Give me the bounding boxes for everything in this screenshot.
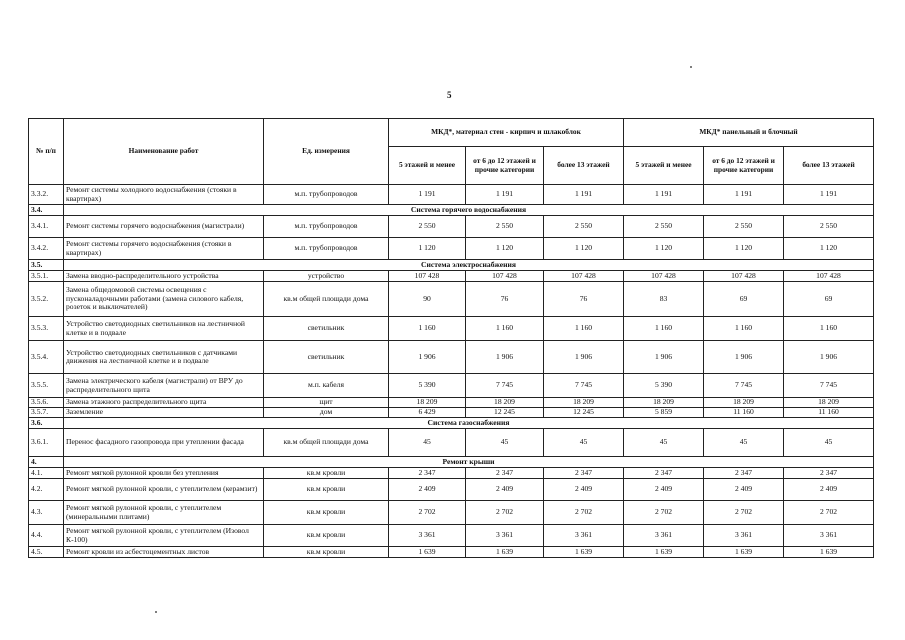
price-cell: 1 639 [544, 547, 624, 558]
header-sub-brick-high: более 13 этажей [544, 147, 624, 185]
item-number: 4.2. [29, 479, 64, 501]
price-cell: 1 120 [466, 238, 544, 260]
price-cell: 1 191 [784, 185, 874, 205]
price-cell: 2 702 [624, 501, 704, 525]
section-number: 3.5. [29, 260, 64, 271]
price-cell: 83 [624, 282, 704, 317]
price-cell: 18 209 [704, 398, 784, 408]
price-cell: 2 347 [544, 468, 624, 479]
price-cell: 107 428 [784, 271, 874, 282]
price-cell: 69 [704, 282, 784, 317]
item-number: 3.5.5. [29, 374, 64, 398]
unit-of-measure: м.п. трубопроводов [264, 216, 389, 238]
section-row [29, 260, 874, 271]
table-row [29, 271, 874, 282]
price-cell: 2 347 [466, 468, 544, 479]
item-number: 3.4.1. [29, 216, 64, 238]
table-row [29, 341, 874, 374]
price-cell: 11 160 [784, 408, 874, 418]
price-cell: 1 906 [624, 341, 704, 374]
price-cell: 90 [389, 282, 466, 317]
section-title: Ремонт крыши [64, 457, 874, 468]
unit-of-measure: кв.м кровли [264, 547, 389, 558]
table-row [29, 185, 874, 205]
header-sub-brick-mid: от 6 до 12 этажей и прочие категории [466, 147, 544, 185]
section-title: Система электроснабжения [64, 260, 874, 271]
unit-of-measure: дом [264, 408, 389, 418]
price-cell: 5 390 [624, 374, 704, 398]
price-cell: 3 361 [389, 525, 466, 547]
price-cell: 1 120 [784, 238, 874, 260]
price-cell: 2 409 [389, 479, 466, 501]
item-number: 3.5.4. [29, 341, 64, 374]
work-name: Ремонт системы горячего водоснабжения (магистрали) [64, 216, 264, 238]
work-name: Замена общедомовой системы освещения с пусконаладочными работами (замена силового кабеля, розеток и выключателей) [64, 282, 264, 317]
price-cell: 1 160 [784, 317, 874, 341]
header-unit: Ед. измерения [264, 119, 389, 185]
header-sub-brick-low: 5 этажей и менее [389, 147, 466, 185]
price-cell: 1 191 [544, 185, 624, 205]
section-number: 3.6. [29, 418, 64, 429]
price-cell: 2 347 [784, 468, 874, 479]
header-group-panel: МКД* панельный и блочный [624, 119, 874, 147]
table-row [29, 282, 874, 317]
price-cell: 3 361 [784, 525, 874, 547]
header-group-brick: МКД*, материал стен - кирпич и шлакоблок [389, 119, 624, 147]
price-cell: 1 191 [704, 185, 784, 205]
table-row [29, 216, 874, 238]
item-number: 4.1. [29, 468, 64, 479]
table-row [29, 547, 874, 558]
table-row [29, 408, 874, 418]
price-cell: 2 702 [704, 501, 784, 525]
scan-speck [690, 66, 692, 68]
price-cell: 69 [784, 282, 874, 317]
price-cell: 107 428 [466, 271, 544, 282]
unit-of-measure: светильник [264, 317, 389, 341]
table-row [29, 468, 874, 479]
price-cell: 76 [544, 282, 624, 317]
price-cell: 1 639 [624, 547, 704, 558]
price-cell: 1 639 [704, 547, 784, 558]
price-cell: 2 409 [624, 479, 704, 501]
item-number: 3.4.2. [29, 238, 64, 260]
rates-table [28, 118, 874, 558]
price-cell: 11 160 [704, 408, 784, 418]
price-cell: 76 [466, 282, 544, 317]
header-name: Наименование работ [64, 119, 264, 185]
price-cell: 1 120 [389, 238, 466, 260]
work-name: Ремонт мягкой рулонной кровли, с утеплителем (минеральными плитами) [64, 501, 264, 525]
unit-of-measure: светильник [264, 341, 389, 374]
price-cell: 107 428 [544, 271, 624, 282]
item-number: 4.5. [29, 547, 64, 558]
price-cell: 45 [784, 429, 874, 457]
price-cell: 107 428 [704, 271, 784, 282]
price-cell: 12 245 [544, 408, 624, 418]
price-cell: 18 209 [466, 398, 544, 408]
section-row [29, 457, 874, 468]
price-cell: 3 361 [704, 525, 784, 547]
unit-of-measure: кв.м общей площади дома [264, 282, 389, 317]
section-title: Система газоснабжения [64, 418, 874, 429]
section-number: 4. [29, 457, 64, 468]
price-cell: 3 361 [624, 525, 704, 547]
price-cell: 12 245 [466, 408, 544, 418]
price-cell: 2 347 [389, 468, 466, 479]
item-number: 3.5.3. [29, 317, 64, 341]
price-cell: 107 428 [389, 271, 466, 282]
price-cell: 45 [466, 429, 544, 457]
price-cell: 2 409 [466, 479, 544, 501]
unit-of-measure: м.п. кабеля [264, 374, 389, 398]
section-number: 3.4. [29, 205, 64, 216]
section-title: Система горячего водоснабжения [64, 205, 874, 216]
price-cell: 45 [544, 429, 624, 457]
work-name: Ремонт мягкой рулонной кровли, с утеплителем (Изовол К-100) [64, 525, 264, 547]
price-cell: 1 906 [704, 341, 784, 374]
unit-of-measure: кв.м кровли [264, 468, 389, 479]
work-name: Ремонт системы холодного водоснабжения (стояки в квартирах) [64, 185, 264, 205]
section-row [29, 205, 874, 216]
price-cell: 2 347 [704, 468, 784, 479]
unit-of-measure: устройство [264, 271, 389, 282]
price-cell: 18 209 [544, 398, 624, 408]
table-row [29, 429, 874, 457]
price-cell: 1 191 [389, 185, 466, 205]
header-sub-panel-high: более 13 этажей [784, 147, 874, 185]
work-name: Ремонт мягкой рулонной кровли, с утеплителем (керамзит) [64, 479, 264, 501]
price-cell: 2 550 [544, 216, 624, 238]
price-cell: 2 409 [784, 479, 874, 501]
price-cell: 2 702 [784, 501, 874, 525]
price-cell: 2 550 [466, 216, 544, 238]
unit-of-measure: кв.м кровли [264, 501, 389, 525]
price-cell: 1 160 [389, 317, 466, 341]
price-cell: 5 390 [389, 374, 466, 398]
price-cell: 45 [624, 429, 704, 457]
item-number: 4.4. [29, 525, 64, 547]
price-cell: 1 639 [389, 547, 466, 558]
price-cell: 1 906 [544, 341, 624, 374]
price-cell: 1 906 [784, 341, 874, 374]
price-cell: 1 639 [466, 547, 544, 558]
price-cell: 3 361 [544, 525, 624, 547]
price-cell: 2 550 [784, 216, 874, 238]
price-cell: 3 361 [466, 525, 544, 547]
work-name: Замена этажного распределительного щита [64, 398, 264, 408]
price-cell: 1 120 [544, 238, 624, 260]
page-number: 5 [447, 90, 452, 100]
price-cell: 1 191 [624, 185, 704, 205]
work-name: Заземление [64, 408, 264, 418]
item-number: 4.3. [29, 501, 64, 525]
price-cell: 2 702 [466, 501, 544, 525]
price-cell: 45 [389, 429, 466, 457]
price-cell: 1 160 [466, 317, 544, 341]
header-num: № п/п [29, 119, 64, 185]
price-cell: 2 409 [544, 479, 624, 501]
item-number: 3.5.1. [29, 271, 64, 282]
work-name: Перенос фасадного газопровода при утеплении фасада [64, 429, 264, 457]
table-body [29, 185, 874, 558]
item-number: 3.5.6. [29, 398, 64, 408]
price-cell: 18 209 [624, 398, 704, 408]
price-cell: 1 120 [624, 238, 704, 260]
work-name: Устройство светодиодных светильников на лестничной клетке и в подвале [64, 317, 264, 341]
price-cell: 2 347 [624, 468, 704, 479]
table-row [29, 479, 874, 501]
price-cell: 1 191 [466, 185, 544, 205]
price-cell: 5 859 [624, 408, 704, 418]
table-row [29, 525, 874, 547]
price-cell: 18 209 [389, 398, 466, 408]
work-name: Ремонт кровли из асбестоцементных листов [64, 547, 264, 558]
table-row [29, 501, 874, 525]
scan-speck [155, 611, 157, 613]
price-cell: 1 120 [704, 238, 784, 260]
price-cell: 18 209 [784, 398, 874, 408]
section-row [29, 418, 874, 429]
header-sub-panel-mid: от 6 до 12 этажей и прочие категории [704, 147, 784, 185]
item-number: 3.5.7. [29, 408, 64, 418]
price-cell: 1 160 [704, 317, 784, 341]
table-row [29, 238, 874, 260]
work-name: Замена вводно-распределительного устройства [64, 271, 264, 282]
price-cell: 7 745 [466, 374, 544, 398]
item-number: 3.5.2. [29, 282, 64, 317]
price-cell: 2 409 [704, 479, 784, 501]
work-name: Ремонт мягкой рулонной кровли без утепления [64, 468, 264, 479]
price-cell: 45 [704, 429, 784, 457]
price-cell: 2 550 [704, 216, 784, 238]
item-number: 3.3.2. [29, 185, 64, 205]
price-cell: 2 702 [544, 501, 624, 525]
price-cell: 7 745 [784, 374, 874, 398]
price-cell: 107 428 [624, 271, 704, 282]
price-cell: 1 639 [784, 547, 874, 558]
item-number: 3.6.1. [29, 429, 64, 457]
price-cell: 1 906 [466, 341, 544, 374]
work-name: Устройство светодиодных светильников с датчиками движения на лестничной клетке и в подвале [64, 341, 264, 374]
work-name: Замена электрического кабеля (магистрали) от ВРУ до распределительного щита [64, 374, 264, 398]
price-cell: 2 550 [624, 216, 704, 238]
unit-of-measure: кв.м кровли [264, 525, 389, 547]
price-cell: 2 550 [389, 216, 466, 238]
price-cell: 1 906 [389, 341, 466, 374]
price-cell: 2 702 [389, 501, 466, 525]
price-cell: 1 160 [624, 317, 704, 341]
price-cell: 1 160 [544, 317, 624, 341]
unit-of-measure: щит [264, 398, 389, 408]
unit-of-measure: м.п. трубопроводов [264, 185, 389, 205]
price-cell: 7 745 [704, 374, 784, 398]
table-row [29, 374, 874, 398]
work-name: Ремонт системы горячего водоснабжения (стояки в квартирах) [64, 238, 264, 260]
unit-of-measure: м.п. трубопроводов [264, 238, 389, 260]
table-row [29, 398, 874, 408]
price-cell: 6 429 [389, 408, 466, 418]
price-cell: 7 745 [544, 374, 624, 398]
unit-of-measure: кв.м кровли [264, 479, 389, 501]
table-row [29, 317, 874, 341]
header-sub-panel-low: 5 этажей и менее [624, 147, 704, 185]
unit-of-measure: кв.м общей площади дома [264, 429, 389, 457]
